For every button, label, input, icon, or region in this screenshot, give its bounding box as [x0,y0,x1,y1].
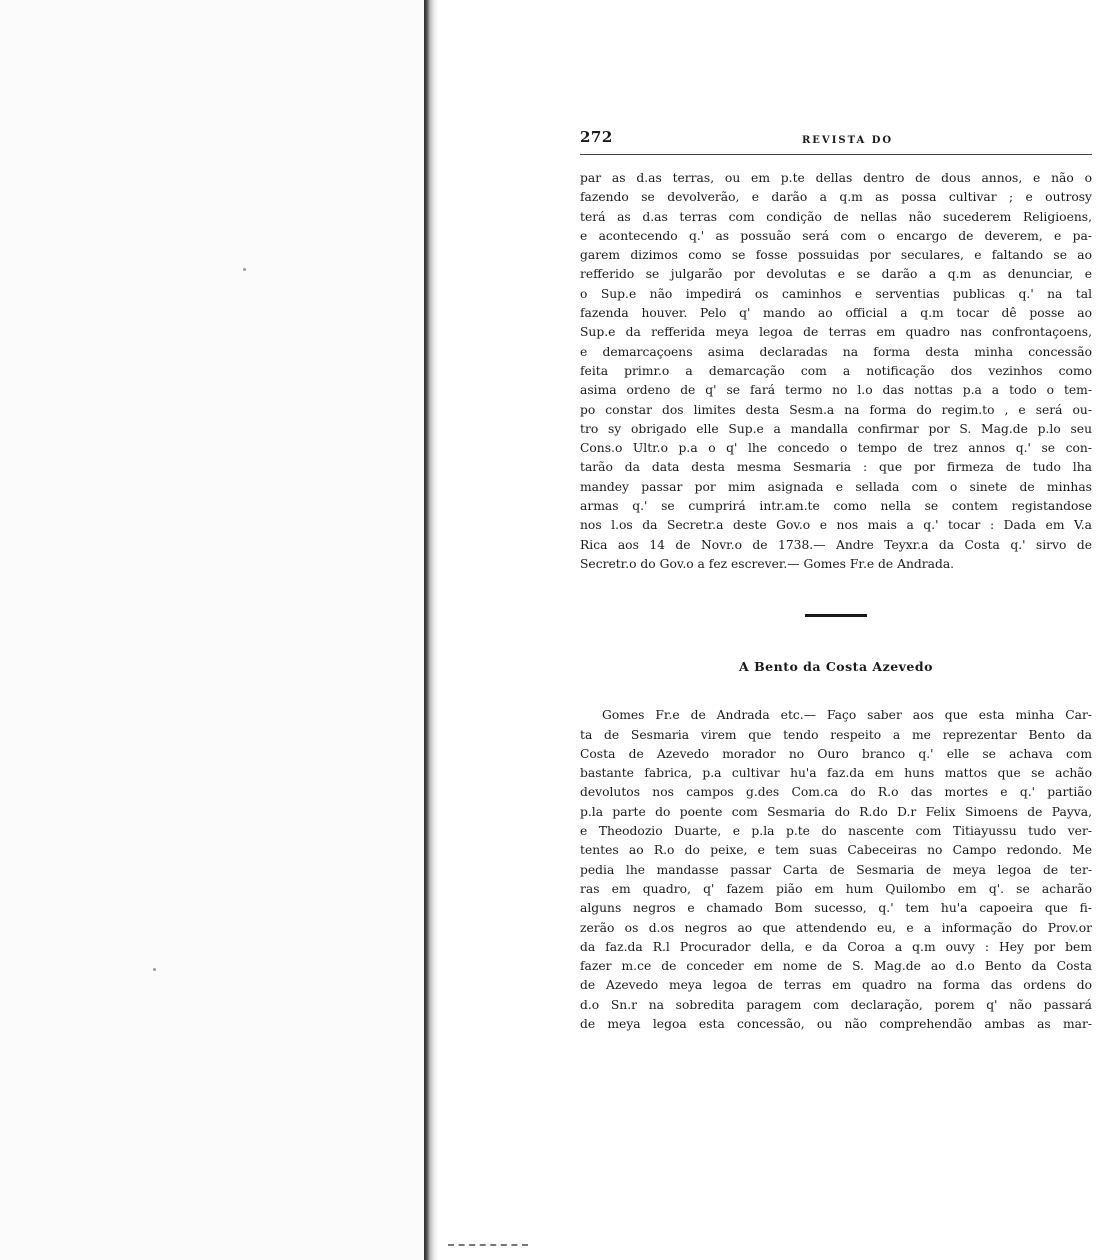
text-line: fazer m.ce de conceder em nome de S. Mag.de ao d.o Bento da Costa [580,959,1092,974]
text-line: zerão os d.os negros ao que attendendo eu, e a informação do Prov.or [580,920,1092,935]
text-line: Sup.e da refferida meya legoa de terras em quadro nas confrontaçoens, [580,325,1092,340]
text-line: fazenda houver. Pelo q' mando ao official a q.m tocar dê posse ao [580,306,1092,321]
printed-page [580,128,1092,1034]
text-line: Cons.o Ultr.o p.a o q' lhe concedo o tempo de trez annos q.' se con- [580,441,1092,456]
section-heading: A Bento da Costa Azevedo [739,659,933,675]
text-line: po constar dos limites desta Sesm.a na forma do regim.to , e será ou- [580,402,1092,417]
text-line: feita primr.o a demarcação com a notificação dos vezinhos como [580,363,1092,378]
text-line: armas q.' se cumprirá intr.am.te como nella se contem registandose [580,499,1092,514]
book-gutter [424,0,438,1260]
text-line: devolutos nos campos g.des Com.ca do R.o das mortes e q.' partião [580,785,1092,800]
text-line: ta de Sesmaria virem que tendo respeito a me reprezentar Bento da [580,727,1092,742]
text-line: e demarcaçoens asima declaradas na forma desta minha concessão [580,344,1092,359]
text-line: p.la parte do poente com Sesmaria do R.do D.r Felix Simoens de Payva, [580,804,1092,819]
running-title: REVISTA DO [802,135,894,146]
text-line: d.o Sn.r na sobredita paragem com declaração, porem q' não passará [580,997,1092,1012]
text-line: ras em quadro, q' fazem pião em hum Quilombo em q'. se acharão [580,881,1092,896]
text-line: Secretr.o do Gov.o a fez escrever.— Gomes Fr.e de Andrada. [580,556,955,571]
page-number: 272 [580,128,613,146]
text-line: tro sy obrigado elle Sup.e a mandalla confirmar por S. Mag.de p.lo seu [580,421,1092,436]
text-line: e acontecendo q.' as possuão será com o encargo de deverem, e pa- [580,228,1092,243]
paper-speck [243,268,246,271]
text-line: tarão da data desta mesma Sesmaria : que por firmeza de tudo lha [580,460,1092,475]
text-line: mandey passar por mim asignada e sellada com o sinete de minhas [580,479,1092,494]
paragraph-1 [580,169,1092,574]
text-line: o Sup.e não impedirá os caminhos e serventias publicas q.' na tal [580,286,1092,301]
section-divider [805,614,867,617]
text-line: fazendo se devolverão, e darão a q.m as possa cultivar ; e outrosy [580,190,1092,205]
paper-speck [153,968,156,971]
text-line: da faz.da R.l Procurador della, e da Coroa a q.m ouvy : Hey por bem [580,939,1092,954]
text-line: Costa de Azevedo morador no Ouro branco q.' elle se achava com [580,746,1092,761]
text-line: tentes ao R.o do peixe, e tem suas Cabeceiras no Campo redondo. Me [580,843,1092,858]
text-line: bastante fabrica, p.a cultivar hu'a faz.da em huns mattos que se achão [580,766,1092,781]
text-line: Gomes Fr.e de Andrada etc.— Faço saber aos que esta minha Car- [602,708,1092,723]
page-edge-marks [448,1244,528,1252]
blank-facing-page [0,0,428,1260]
text-line: Rica aos 14 de Novr.o de 1738.— Andre Teyxr.a da Costa q.' sirvo de [580,537,1092,552]
text-line: de meya legoa esta concessão, ou não comprehendão ambas as mar- [580,1016,1092,1031]
text-line: garem dizimos como se fosse possuidas por seculares, e faltando se ao [580,248,1092,263]
text-line: e Theodozio Duarte, e p.la p.te do nascente com Titiayussu tudo ver- [580,824,1092,839]
text-line: asima ordeno de q' se fará termo no l.o das nottas p.a a todo o tem- [580,383,1092,398]
text-line: par as d.as terras, ou em p.te dellas dentro de dous annos, e não o [580,171,1092,185]
text-line: terá as d.as terras com condição de nellas não sucederem Religioens, [580,209,1092,224]
text-line: de Azevedo meya legoa de terras em quadro na forma das ordens do [580,978,1092,993]
text-line: refferido se julgarão por devolutas e se darão a q.m as denunciar, e [580,267,1092,282]
text-line: nos l.os da Secretr.a deste Gov.o e nos mais a q.' tocar : Dada em V.a [580,518,1092,533]
running-header [580,128,1092,155]
text-line: alguns negros e chamado Bom sucesso, q.' tem hu'a capoeira que fi- [580,901,1092,916]
text-line: pedia lhe mandasse passar Carta de Sesmaria de meya legoa de ter- [580,862,1092,877]
paragraph-2 [580,706,1092,1034]
